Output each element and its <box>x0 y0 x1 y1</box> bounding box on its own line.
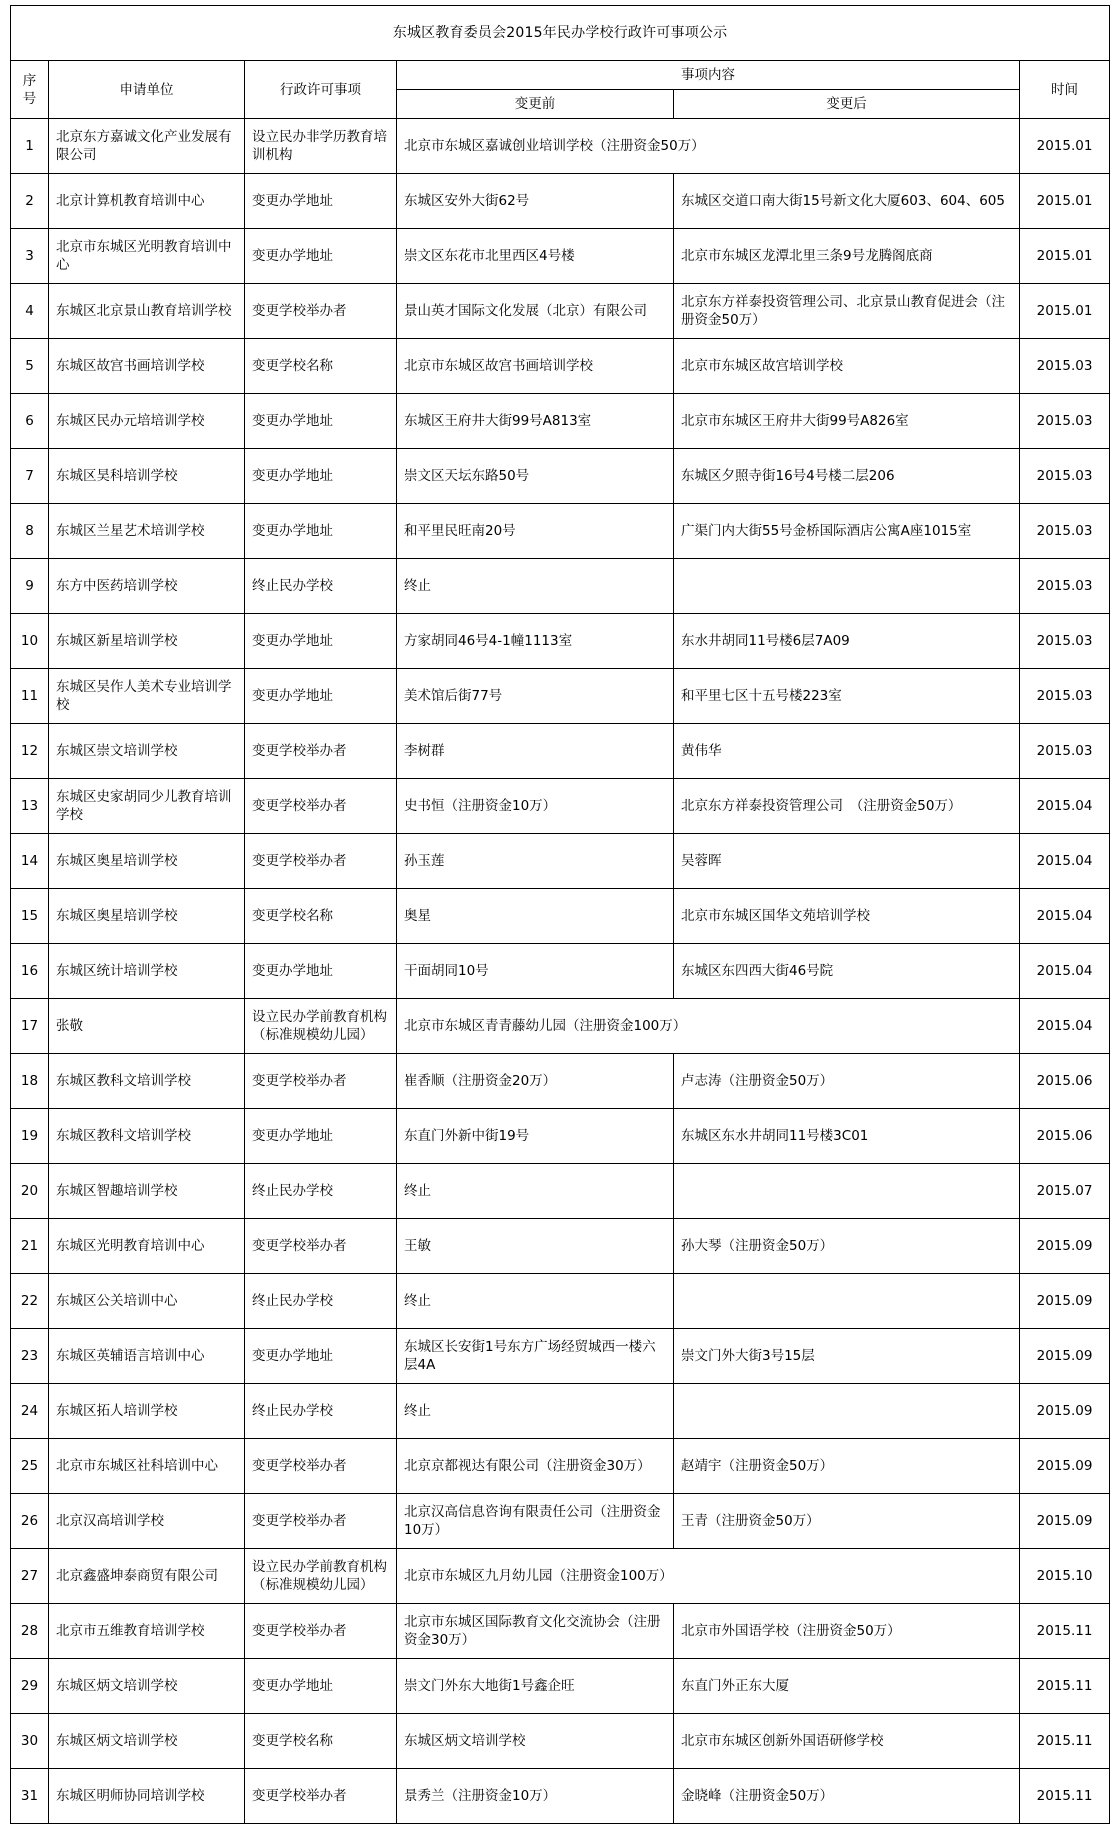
cell-applicant: 北京市东城区光明教育培训中心 <box>49 229 245 284</box>
table-header <box>11 6 1110 119</box>
cell-before: 孙玉莲 <box>397 834 674 889</box>
cell-after: 黄伟华 <box>674 724 1020 779</box>
cell-content-merged: 北京市东城区青青藤幼儿园（注册资金100万） <box>397 999 1020 1054</box>
cell-before: 北京市东城区故宫书画培训学校 <box>397 339 674 394</box>
cell-sequence-number: 31 <box>11 1769 49 1824</box>
table-row <box>11 614 1110 669</box>
cell-before: 东直门外新中街19号 <box>397 1109 674 1164</box>
cell-after: 东城区东水井胡同11号楼3C01 <box>674 1109 1020 1164</box>
column-header-time: 时间 <box>1020 61 1110 119</box>
cell-time: 2015.03 <box>1020 394 1110 449</box>
cell-after <box>674 1274 1020 1329</box>
cell-before: 东城区长安街1号东方广场经贸城西一楼六层4A <box>397 1329 674 1384</box>
cell-applicant: 东城区统计培训学校 <box>49 944 245 999</box>
cell-after: 金晓峰（注册资金50万） <box>674 1769 1020 1824</box>
cell-sequence-number: 30 <box>11 1714 49 1769</box>
cell-permit-item: 变更学校举办者 <box>245 284 397 339</box>
cell-permit-item: 变更学校名称 <box>245 1714 397 1769</box>
cell-before: 美术馆后街77号 <box>397 669 674 724</box>
cell-permit-item: 变更办学地址 <box>245 944 397 999</box>
cell-time: 2015.01 <box>1020 174 1110 229</box>
cell-permit-item: 变更学校名称 <box>245 889 397 944</box>
cell-time: 2015.07 <box>1020 1164 1110 1219</box>
cell-applicant: 东城区英辅语言培训中心 <box>49 1329 245 1384</box>
cell-time: 2015.04 <box>1020 889 1110 944</box>
cell-sequence-number: 11 <box>11 669 49 724</box>
cell-before: 李树群 <box>397 724 674 779</box>
cell-permit-item: 终止民办学校 <box>245 559 397 614</box>
table-row <box>11 779 1110 834</box>
cell-permit-item: 变更学校举办者 <box>245 1769 397 1824</box>
cell-applicant: 北京鑫盛坤泰商贸有限公司 <box>49 1549 245 1604</box>
cell-applicant: 东城区奥星培训学校 <box>49 889 245 944</box>
cell-sequence-number: 28 <box>11 1604 49 1659</box>
cell-time: 2015.09 <box>1020 1439 1110 1494</box>
document-title: 东城区教育委员会2015年民办学校行政许可事项公示 <box>11 6 1110 61</box>
cell-permit-item: 变更学校举办者 <box>245 1604 397 1659</box>
cell-before: 东城区炳文培训学校 <box>397 1714 674 1769</box>
table-row <box>11 449 1110 504</box>
cell-permit-item: 变更学校举办者 <box>245 1219 397 1274</box>
cell-permit-item: 变更办学地址 <box>245 1109 397 1164</box>
table-row <box>11 229 1110 284</box>
table-row <box>11 669 1110 724</box>
table-row <box>11 1054 1110 1109</box>
table-row <box>11 1659 1110 1714</box>
cell-applicant: 东城区智趣培训学校 <box>49 1164 245 1219</box>
cell-time: 2015.01 <box>1020 229 1110 284</box>
cell-time: 2015.09 <box>1020 1219 1110 1274</box>
cell-sequence-number: 26 <box>11 1494 49 1549</box>
cell-permit-item: 变更学校名称 <box>245 339 397 394</box>
cell-after: 王青（注册资金50万） <box>674 1494 1020 1549</box>
cell-before: 终止 <box>397 559 674 614</box>
cell-permit-item: 变更办学地址 <box>245 229 397 284</box>
cell-permit-item: 变更办学地址 <box>245 669 397 724</box>
cell-time: 2015.11 <box>1020 1659 1110 1714</box>
table-row <box>11 339 1110 394</box>
cell-applicant: 东城区拓人培训学校 <box>49 1384 245 1439</box>
cell-time: 2015.03 <box>1020 504 1110 559</box>
table-row <box>11 1164 1110 1219</box>
table-row <box>11 504 1110 559</box>
cell-before: 干面胡同10号 <box>397 944 674 999</box>
cell-time: 2015.10 <box>1020 1549 1110 1604</box>
cell-sequence-number: 22 <box>11 1274 49 1329</box>
table-row <box>11 944 1110 999</box>
cell-after: 孙大琴（注册资金50万） <box>674 1219 1020 1274</box>
cell-sequence-number: 12 <box>11 724 49 779</box>
cell-after: 北京市东城区故宫培训学校 <box>674 339 1020 394</box>
cell-applicant: 北京汉高培训学校 <box>49 1494 245 1549</box>
cell-after: 赵靖宇（注册资金50万） <box>674 1439 1020 1494</box>
cell-permit-item: 变更办学地址 <box>245 174 397 229</box>
cell-sequence-number: 29 <box>11 1659 49 1714</box>
cell-applicant: 东城区教科文培训学校 <box>49 1109 245 1164</box>
cell-after: 北京市东城区王府井大街99号A826室 <box>674 394 1020 449</box>
cell-after: 北京东方祥泰投资管理公司 （注册资金50万） <box>674 779 1020 834</box>
cell-before: 方家胡同46号4-1幢1113室 <box>397 614 674 669</box>
cell-applicant: 东城区故宫书画培训学校 <box>49 339 245 394</box>
cell-time: 2015.04 <box>1020 944 1110 999</box>
column-header-after: 变更后 <box>674 90 1020 119</box>
table-row <box>11 1494 1110 1549</box>
cell-time: 2015.03 <box>1020 724 1110 779</box>
cell-after: 东直门外正东大厦 <box>674 1659 1020 1714</box>
cell-time: 2015.01 <box>1020 284 1110 339</box>
table-row <box>11 284 1110 339</box>
cell-time: 2015.03 <box>1020 614 1110 669</box>
cell-sequence-number: 18 <box>11 1054 49 1109</box>
table-row <box>11 394 1110 449</box>
cell-before: 北京京都视达有限公司（注册资金30万） <box>397 1439 674 1494</box>
cell-before: 和平里民旺南20号 <box>397 504 674 559</box>
table-row <box>11 1549 1110 1604</box>
column-header-applicant: 申请单位 <box>49 61 245 119</box>
cell-permit-item: 变更学校举办者 <box>245 779 397 834</box>
cell-sequence-number: 7 <box>11 449 49 504</box>
cell-after: 广渠门内大街55号金桥国际酒店公寓A座1015室 <box>674 504 1020 559</box>
cell-applicant: 东城区昊科培训学校 <box>49 449 245 504</box>
cell-applicant: 东城区民办元培培训学校 <box>49 394 245 449</box>
table-row <box>11 1384 1110 1439</box>
cell-permit-item: 变更办学地址 <box>245 1659 397 1714</box>
cell-sequence-number: 27 <box>11 1549 49 1604</box>
cell-applicant: 东城区崇文培训学校 <box>49 724 245 779</box>
table-body <box>11 119 1110 1824</box>
cell-time: 2015.06 <box>1020 1109 1110 1164</box>
table-row <box>11 889 1110 944</box>
cell-applicant: 东城区炳文培训学校 <box>49 1714 245 1769</box>
column-header-permit-item: 行政许可事项 <box>245 61 397 119</box>
cell-sequence-number: 4 <box>11 284 49 339</box>
cell-permit-item: 变更办学地址 <box>245 394 397 449</box>
cell-time: 2015.03 <box>1020 339 1110 394</box>
cell-permit-item: 变更学校举办者 <box>245 1494 397 1549</box>
cell-after: 崇文门外大街3号15层 <box>674 1329 1020 1384</box>
cell-time: 2015.11 <box>1020 1714 1110 1769</box>
cell-permit-item: 变更学校举办者 <box>245 1439 397 1494</box>
cell-sequence-number: 16 <box>11 944 49 999</box>
cell-applicant: 东城区兰星艺术培训学校 <box>49 504 245 559</box>
cell-applicant: 北京市东城区社科培训中心 <box>49 1439 245 1494</box>
table-row <box>11 1219 1110 1274</box>
cell-sequence-number: 15 <box>11 889 49 944</box>
cell-before: 东城区安外大街62号 <box>397 174 674 229</box>
cell-before: 终止 <box>397 1384 674 1439</box>
cell-time: 2015.04 <box>1020 834 1110 889</box>
cell-applicant: 东城区光明教育培训中心 <box>49 1219 245 1274</box>
cell-applicant: 东城区炳文培训学校 <box>49 1659 245 1714</box>
table-row <box>11 1769 1110 1824</box>
cell-applicant: 东城区明师协同培训学校 <box>49 1769 245 1824</box>
table-row <box>11 1604 1110 1659</box>
cell-applicant: 北京东方嘉诚文化产业发展有限公司 <box>49 119 245 174</box>
cell-after <box>674 1164 1020 1219</box>
cell-before: 崇文区天坛东路50号 <box>397 449 674 504</box>
cell-sequence-number: 5 <box>11 339 49 394</box>
cell-sequence-number: 23 <box>11 1329 49 1384</box>
cell-after: 东城区夕照寺街16号4号楼二层206 <box>674 449 1020 504</box>
cell-permit-item: 变更学校举办者 <box>245 1054 397 1109</box>
cell-time: 2015.11 <box>1020 1769 1110 1824</box>
cell-permit-item: 变更学校举办者 <box>245 834 397 889</box>
cell-applicant: 张敬 <box>49 999 245 1054</box>
cell-permit-item: 终止民办学校 <box>245 1384 397 1439</box>
table-row <box>11 999 1110 1054</box>
cell-content-merged: 北京市东城区嘉诚创业培训学校（注册资金50万） <box>397 119 1020 174</box>
cell-after: 和平里七区十五号楼223室 <box>674 669 1020 724</box>
cell-sequence-number: 2 <box>11 174 49 229</box>
cell-time: 2015.03 <box>1020 449 1110 504</box>
cell-before: 北京汉高信息咨询有限责任公司（注册资金10万） <box>397 1494 674 1549</box>
cell-applicant: 东方中医药培训学校 <box>49 559 245 614</box>
cell-sequence-number: 1 <box>11 119 49 174</box>
table-row <box>11 174 1110 229</box>
table-row <box>11 559 1110 614</box>
cell-after: 北京市东城区国华文苑培训学校 <box>674 889 1020 944</box>
cell-applicant: 东城区新星培训学校 <box>49 614 245 669</box>
cell-after: 东水井胡同11号楼6层7A09 <box>674 614 1020 669</box>
cell-time: 2015.03 <box>1020 559 1110 614</box>
cell-before: 景秀兰（注册资金10万） <box>397 1769 674 1824</box>
permit-announcement-table <box>10 5 1110 1824</box>
column-header-content-group: 事项内容 <box>397 61 1020 90</box>
cell-after: 吴蓉晖 <box>674 834 1020 889</box>
cell-time: 2015.09 <box>1020 1329 1110 1384</box>
cell-permit-item: 变更学校举办者 <box>245 724 397 779</box>
table-row <box>11 119 1110 174</box>
table-row <box>11 1439 1110 1494</box>
cell-sequence-number: 9 <box>11 559 49 614</box>
cell-applicant: 东城区公关培训中心 <box>49 1274 245 1329</box>
cell-time: 2015.06 <box>1020 1054 1110 1109</box>
cell-before: 东城区王府井大街99号A813室 <box>397 394 674 449</box>
cell-permit-item: 变更办学地址 <box>245 504 397 559</box>
cell-time: 2015.09 <box>1020 1384 1110 1439</box>
cell-before: 奥星 <box>397 889 674 944</box>
cell-permit-item: 设立民办非学历教育培训机构 <box>245 119 397 174</box>
cell-after: 北京东方祥泰投资管理公司、北京景山教育促进会（注册资金50万） <box>674 284 1020 339</box>
cell-sequence-number: 13 <box>11 779 49 834</box>
cell-applicant: 东城区吴作人美术专业培训学校 <box>49 669 245 724</box>
cell-time: 2015.04 <box>1020 999 1110 1054</box>
cell-sequence-number: 21 <box>11 1219 49 1274</box>
table-row <box>11 1714 1110 1769</box>
cell-time: 2015.03 <box>1020 669 1110 724</box>
table-row <box>11 1274 1110 1329</box>
cell-after: 卢志涛（注册资金50万） <box>674 1054 1020 1109</box>
cell-time: 2015.04 <box>1020 779 1110 834</box>
cell-sequence-number: 20 <box>11 1164 49 1219</box>
cell-permit-item: 变更办学地址 <box>245 449 397 504</box>
cell-before: 王敏 <box>397 1219 674 1274</box>
cell-before: 崇文区东花市北里西区4号楼 <box>397 229 674 284</box>
cell-permit-item: 终止民办学校 <box>245 1164 397 1219</box>
cell-after: 北京市东城区龙潭北里三条9号龙腾阁底商 <box>674 229 1020 284</box>
cell-sequence-number: 8 <box>11 504 49 559</box>
cell-sequence-number: 14 <box>11 834 49 889</box>
cell-time: 2015.11 <box>1020 1604 1110 1659</box>
cell-after: 北京市外国语学校（注册资金50万） <box>674 1604 1020 1659</box>
cell-before: 景山英才国际文化发展（北京）有限公司 <box>397 284 674 339</box>
table-row <box>11 1109 1110 1164</box>
cell-after: 北京市东城区创新外国语研修学校 <box>674 1714 1020 1769</box>
cell-sequence-number: 19 <box>11 1109 49 1164</box>
cell-permit-item: 终止民办学校 <box>245 1274 397 1329</box>
cell-after <box>674 559 1020 614</box>
title-row <box>11 6 1110 61</box>
column-header-seq: 序号 <box>11 61 49 119</box>
cell-after: 东城区东四西大街46号院 <box>674 944 1020 999</box>
cell-sequence-number: 3 <box>11 229 49 284</box>
cell-permit-item: 设立民办学前教育机构 （标准规模幼儿园） <box>245 999 397 1054</box>
table-row <box>11 724 1110 779</box>
cell-time: 2015.09 <box>1020 1274 1110 1329</box>
cell-sequence-number: 24 <box>11 1384 49 1439</box>
document-page <box>0 5 1113 1805</box>
cell-before: 终止 <box>397 1274 674 1329</box>
cell-after <box>674 1384 1020 1439</box>
cell-sequence-number: 10 <box>11 614 49 669</box>
cell-time: 2015.01 <box>1020 119 1110 174</box>
cell-before: 史书恒（注册资金10万） <box>397 779 674 834</box>
column-header-before: 变更前 <box>397 90 674 119</box>
cell-applicant: 东城区奥星培训学校 <box>49 834 245 889</box>
cell-content-merged: 北京市东城区九月幼儿园（注册资金100万） <box>397 1549 1020 1604</box>
cell-sequence-number: 17 <box>11 999 49 1054</box>
cell-applicant: 东城区教科文培训学校 <box>49 1054 245 1109</box>
cell-time: 2015.09 <box>1020 1494 1110 1549</box>
cell-before: 崔香顺（注册资金20万） <box>397 1054 674 1109</box>
cell-permit-item: 变更办学地址 <box>245 1329 397 1384</box>
cell-applicant: 北京市五维教育培训学校 <box>49 1604 245 1659</box>
cell-applicant: 北京计算机教育培训中心 <box>49 174 245 229</box>
cell-sequence-number: 25 <box>11 1439 49 1494</box>
table-row <box>11 834 1110 889</box>
cell-before: 终止 <box>397 1164 674 1219</box>
cell-sequence-number: 6 <box>11 394 49 449</box>
cell-before: 崇文门外东大地街1号鑫企旺 <box>397 1659 674 1714</box>
cell-applicant: 东城区北京景山教育培训学校 <box>49 284 245 339</box>
cell-before: 北京市东城区国际教育文化交流协会（注册资金30万） <box>397 1604 674 1659</box>
cell-permit-item: 变更办学地址 <box>245 614 397 669</box>
cell-permit-item: 设立民办学前教育机构 （标准规模幼儿园） <box>245 1549 397 1604</box>
header-row-top <box>11 61 1110 90</box>
cell-applicant: 东城区史家胡同少儿教育培训学校 <box>49 779 245 834</box>
cell-after: 东城区交道口南大街15号新文化大厦603、604、605 <box>674 174 1020 229</box>
table-row <box>11 1329 1110 1384</box>
